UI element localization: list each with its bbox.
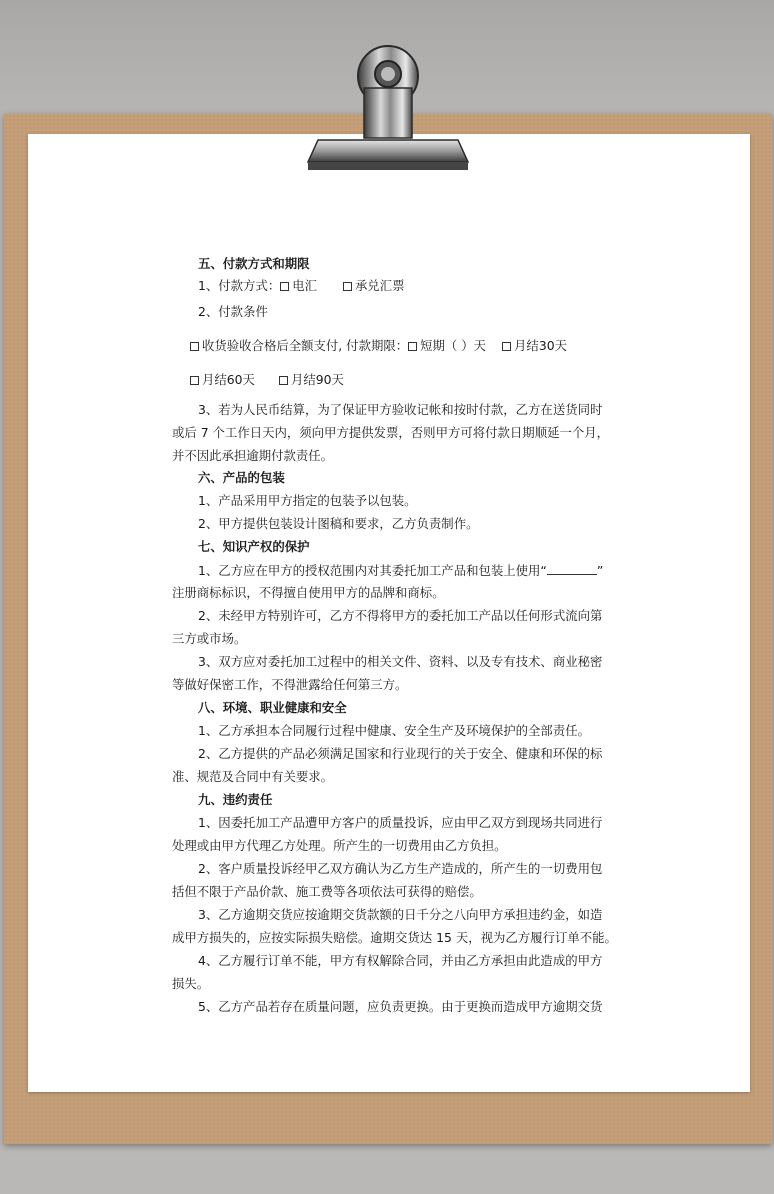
paragraph-line: 3、若为人民币结算，为了保证甲方验收记帐和按时付款，乙方在送货同时 xyxy=(198,402,603,417)
paragraph-line xyxy=(198,562,603,579)
paragraph-line: 2、甲方提供包装设计图稿和要求，乙方负责制作。 xyxy=(198,516,479,531)
section-6-heading: 六、产品的包装 xyxy=(198,470,285,485)
paragraph-line: 1、乙方承担本合同履行过程中健康、安全生产及环境保护的全部责任。 xyxy=(198,723,590,738)
paragraph-line: 准、规范及合同中有关要求。 xyxy=(172,769,334,784)
checkbox-icon[interactable] xyxy=(190,376,199,385)
paragraph-line: 2、乙方提供的产品必须满足国家和行业现行的关于安全、健康和环保的标 xyxy=(198,746,603,761)
payment-method-label: 1、付款方式： xyxy=(198,278,281,293)
checkbox-icon[interactable] xyxy=(408,342,417,351)
paragraph-line: 1、因委托加工产品遭甲方客户的质量投诉，应由甲乙双方到现场共同进行 xyxy=(198,815,603,830)
option-monthly-30: 月结30天 xyxy=(514,338,567,353)
option-acceptance-bill: 承兑汇票 xyxy=(355,278,405,293)
section-5-heading: 五、付款方式和期限 xyxy=(198,256,310,271)
section-8-heading: 八、环境、职业健康和安全 xyxy=(198,700,347,715)
option-monthly-60: 月结60天 xyxy=(202,372,255,387)
paragraph-line: 3、双方应对委托加工过程中的相关文件、资料、以及专有技术、商业秘密 xyxy=(198,654,603,669)
option-short-term: 短期（ ）天 xyxy=(420,338,487,353)
payment-terms-options-2 xyxy=(190,372,344,388)
section-9-heading: 九、违约责任 xyxy=(198,792,273,807)
paragraph-line: 注册商标标识，不得擅自使用甲方的品牌和商标。 xyxy=(172,585,445,600)
paragraph-line: 括但不限于产品价款、施工费等各项依法可获得的赔偿。 xyxy=(172,884,482,899)
payment-terms-label: 2、付款条件 xyxy=(198,304,268,319)
paragraph-line: 并不因此承担逾期付款责任。 xyxy=(172,448,334,463)
checkbox-icon[interactable] xyxy=(343,282,352,291)
paragraph-line: 成甲方损失的，应按实际损失赔偿。逾期交货达 15 天，视为乙方履行订单不能。 xyxy=(172,930,617,945)
option-full-payment: 收货验收合格后全额支付, 付款期限： xyxy=(202,338,409,353)
binder-clip-icon xyxy=(296,28,480,178)
paragraph-line: 处理或由甲方代理乙方处理。所产生的一切费用由乙方负担。 xyxy=(172,838,507,853)
section-7-heading: 七、知识产权的保护 xyxy=(198,539,310,554)
watermark xyxy=(111,460,147,498)
paragraph-line: 损失。 xyxy=(172,976,210,991)
paragraph-line: 5、乙方产品若存在质量问题，应负责更换。由于更换而造成甲方逾期交货 xyxy=(198,999,603,1014)
paragraph-line: 2、未经甲方特别许可，乙方不得将甲方的委托加工产品以任何形式流向第 xyxy=(198,608,603,623)
checkbox-icon[interactable] xyxy=(279,376,288,385)
checkbox-icon[interactable] xyxy=(280,282,289,291)
payment-terms-options xyxy=(190,338,567,354)
paragraph-line: 或后 7 个工作日天内，须向甲方提供发票，否则甲方可将付款日期顺延一个月， xyxy=(172,425,610,440)
option-monthly-90: 月结90天 xyxy=(290,372,344,387)
option-wire-transfer: 电汇 xyxy=(292,278,318,293)
paragraph-line: 3、乙方逾期交货应按逾期交货款额的日千分之八向甲方承担违约金，如造 xyxy=(198,907,603,922)
checkbox-icon[interactable] xyxy=(190,342,199,351)
paragraph-line: 三方或市场。 xyxy=(172,631,247,646)
trademark-blank[interactable] xyxy=(547,562,597,575)
checkbox-icon[interactable] xyxy=(502,342,511,351)
trademark-clause-text: 1、乙方应在甲方的授权范围内对其委托加工产品和包装上使用“ xyxy=(198,563,547,578)
paragraph-line: 2、客户质量投诉经甲乙双方确认为乙方生产造成的，所产生的一切费用包 xyxy=(198,861,603,876)
paragraph-line: 4、乙方履行订单不能，甲方有权解除合同，并由乙方承担由此造成的甲方 xyxy=(198,953,603,968)
paragraph-line: 等做好保密工作，不得泄露给任何第三方。 xyxy=(172,677,408,692)
trademark-clause-close: ” xyxy=(596,563,604,578)
payment-method-line xyxy=(198,278,405,294)
paragraph-line: 1、产品采用甲方指定的包装予以包装。 xyxy=(198,493,417,508)
